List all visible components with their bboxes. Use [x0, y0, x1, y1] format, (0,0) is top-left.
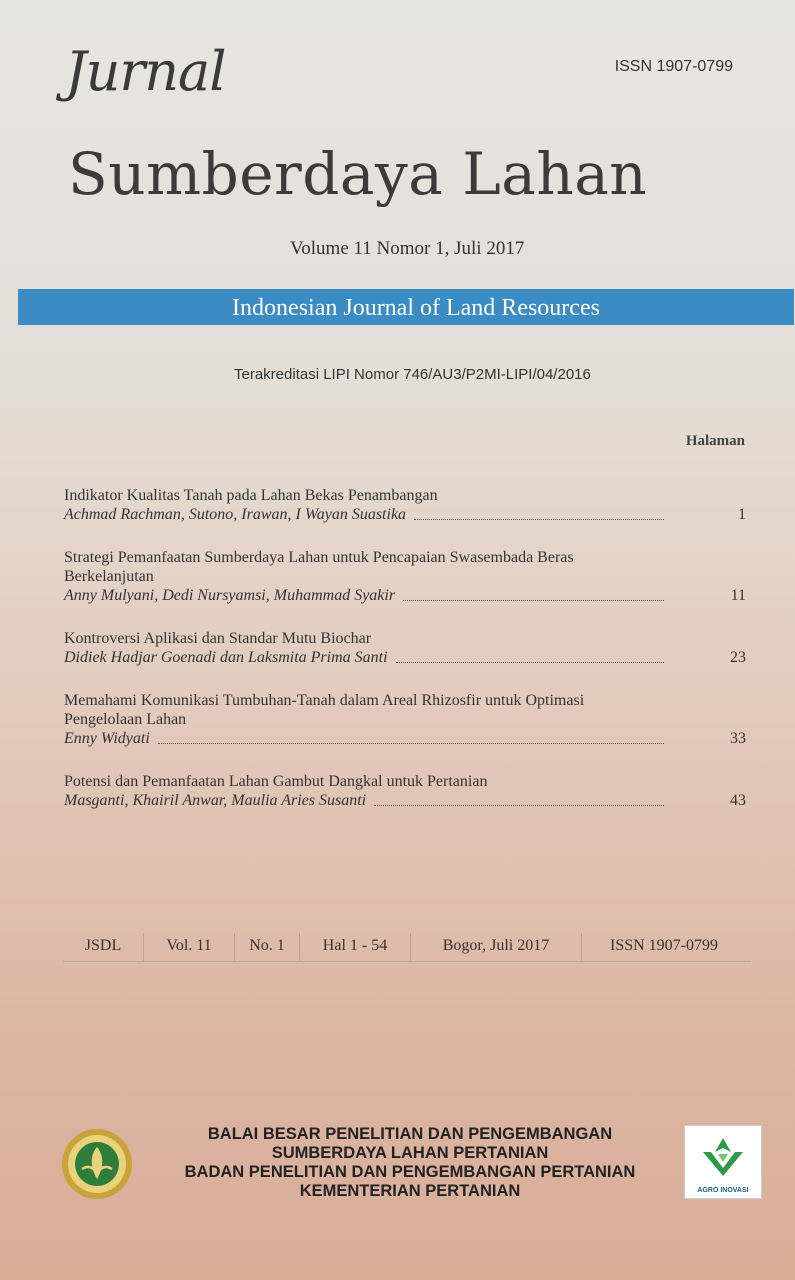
issn-cell: ISSN 1907-0799	[609, 937, 718, 954]
article-authors: Anny Mulyani, Dedi Nursyamsi, Muhammad Syakir	[64, 587, 396, 604]
volume-cell: Vol. 11	[144, 933, 235, 961]
article-title: Kontroversi Aplikasi dan Standar Mutu Biochar	[64, 630, 372, 647]
place-date-cell: Bogor, Juli 2017	[411, 933, 582, 961]
article-page: 23	[730, 649, 746, 666]
article-page: 33	[730, 730, 746, 747]
article-authors: Achmad Rachman, Sutono, Irawan, I Wayan Suastika	[64, 506, 407, 523]
leader-dots	[403, 599, 664, 601]
toc-entry[interactable]	[64, 548, 746, 605]
jurnal-wordmark: Jurnal	[65, 40, 226, 103]
article-authors: Didiek Hadjar Goenadi dan Laksmita Prima Santi	[64, 649, 388, 666]
table-of-contents	[64, 486, 754, 810]
publisher-block	[150, 1125, 670, 1201]
article-title: Memahami Komunikasi Tumbuhan-Tanah dalam Areal Rhizosfir untuk Optimasi Pengelolaan Lahan	[64, 692, 585, 728]
number-cell: No. 1	[235, 933, 300, 961]
agro-logo-label: AGRO INOVASI	[697, 1187, 749, 1194]
journal-code: JSDL	[63, 933, 144, 961]
toc-entry[interactable]	[64, 772, 754, 810]
toc-entry[interactable]	[64, 691, 746, 748]
article-page: 43	[730, 792, 746, 809]
publisher-line-4: KEMENTERIAN PERTANIAN	[299, 1182, 521, 1200]
issue-info-strip	[63, 933, 751, 962]
halaman-header: Halaman	[685, 433, 745, 449]
pages-cell: Hal 1 - 54	[300, 933, 411, 961]
leader-dots	[414, 518, 664, 520]
journal-title: Sumberdaya Lahan	[68, 140, 648, 208]
agro-inovasi-logo-icon	[684, 1125, 762, 1199]
toc-entry[interactable]	[64, 486, 754, 524]
leader-dots	[374, 804, 664, 806]
article-title: Potensi dan Pemanfaatan Lahan Gambut Dangkal untuk Pertanian	[64, 773, 488, 790]
ministry-seal-icon	[60, 1127, 134, 1201]
article-authors: Enny Widyati	[64, 730, 150, 747]
accreditation-text: Terakreditasi LIPI Nomor 746/AU3/P2MI-LIPI/04/2016	[234, 366, 591, 383]
subtitle-band	[18, 289, 794, 325]
leader-dots	[396, 661, 664, 663]
publisher-line-2: SUMBERDAYA LAHAN PERTANIAN	[271, 1144, 549, 1162]
subtitle-text: Indonesian Journal of Land Resources	[232, 295, 600, 321]
article-title: Strategi Pemanfaatan Sumberdaya Lahan untuk Pencapaian Swasembada Beras Berkelanjutan	[64, 549, 574, 585]
publisher-line-1: BALAI BESAR PENELITIAN DAN PENGEMBANGAN	[207, 1125, 613, 1143]
article-title: Indikator Kualitas Tanah pada Lahan Bekas Penambangan	[64, 487, 438, 504]
volume-info: Volume 11 Nomor 1, Juli 2017	[290, 238, 525, 259]
issn-top: ISSN 1907-0799	[614, 58, 733, 75]
article-page: 1	[738, 506, 746, 523]
article-page: 11	[730, 587, 746, 604]
leader-dots	[158, 742, 664, 744]
toc-entry[interactable]	[64, 629, 754, 667]
publisher-line-3: BADAN PENELITIAN DAN PENGEMBANGAN PERTANIAN	[184, 1163, 636, 1181]
article-authors: Masganti, Khairil Anwar, Maulia Aries Susanti	[64, 792, 367, 809]
